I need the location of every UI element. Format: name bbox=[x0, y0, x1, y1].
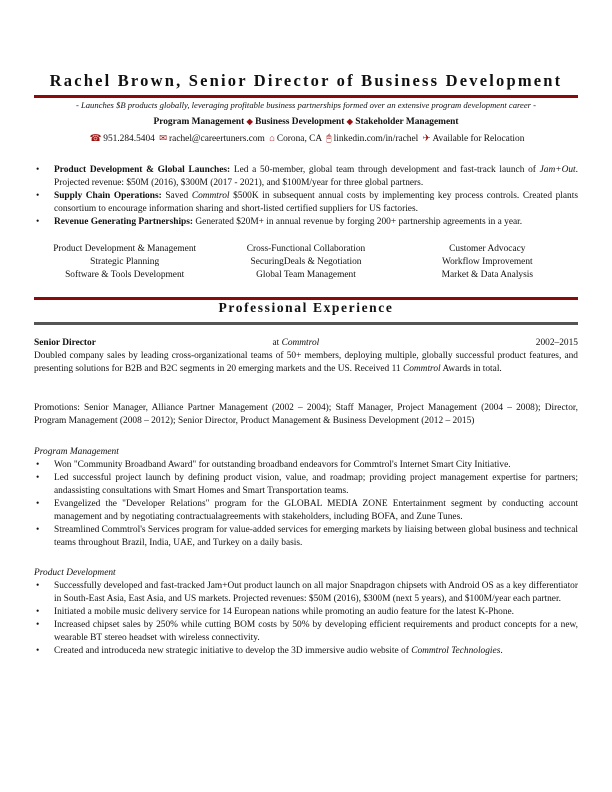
competency: Workflow Improvement bbox=[442, 257, 533, 267]
competency: Strategic Planning bbox=[90, 257, 160, 267]
competencies-grid bbox=[34, 243, 578, 282]
highlights-list bbox=[34, 164, 578, 229]
product-development-list bbox=[34, 580, 578, 658]
job-header bbox=[34, 337, 578, 350]
subheading-product-development: Product Development bbox=[34, 568, 116, 578]
section-title: Professional Experience bbox=[218, 300, 394, 315]
subheading-program-management: Program Management bbox=[34, 447, 119, 457]
company-name: Commtrol bbox=[191, 191, 230, 201]
home-icon: ⌂ bbox=[269, 134, 275, 144]
keywords bbox=[34, 115, 578, 129]
list-item: • Increased chipset sales by 250% while cutting BOM costs by 50% by developing efficient requirements and product concepts for a new, wearable BT stereo headset with wireless connectivity. bbox=[34, 619, 578, 645]
at-label: at bbox=[272, 338, 282, 348]
keyword: Stakeholder Management bbox=[355, 117, 459, 127]
list-item: • Successfully developed and fast-tracked Jam+Out product launch on all major Snapdragon chipsets with Android OS as a key differentiator in South-East Asia, East Asia, and US markets. Projected revenues: $50M (2016), $300M (next 5 years), and $100M/year each partner. bbox=[34, 580, 578, 606]
list-item: • Led successful project launch by defining product vision, value, and roadmap; providing project management expertise for partners; andassisting consultations with Smart Homes and Smart Transportation teams. bbox=[34, 472, 578, 498]
competency: Market & Data Analysis bbox=[441, 270, 534, 280]
product-name: Jam+Out bbox=[539, 165, 576, 175]
location: Corona, CA bbox=[276, 134, 322, 144]
highlight-label: Revenue Generating Partnerships: bbox=[54, 217, 194, 227]
phone-icon: ☎ bbox=[89, 134, 102, 144]
relocation: Available for Relocation bbox=[432, 134, 525, 144]
list-item: • Evangelized the "Developer Relations" program for the GLOBAL MEDIA ZONE Entertainment segment by conducting account management and by negotiating contractualagreements with stakeholders, including BOFA, and Zune Tunes. bbox=[34, 498, 578, 524]
company-name: Commtrol Technologies bbox=[411, 646, 501, 656]
company-name: Commtrol bbox=[402, 364, 441, 374]
competency: Software & Tools Development bbox=[65, 270, 185, 280]
mouse-icon: 🖰 bbox=[325, 134, 332, 144]
header-divider bbox=[34, 95, 578, 98]
tagline: - Launches $B products globally, leveraging profitable business partnerships formed over an extensive program development career - bbox=[75, 100, 537, 110]
airplane-icon: ✈ bbox=[422, 134, 431, 144]
job-summary bbox=[34, 350, 578, 376]
text: . Projected revenue: $50M (2016), $300M (2017 - 2021), and $100M/year for three global partners. bbox=[54, 165, 578, 188]
text: Created and introduceda new strategic initiative to develop the 3D immersive audio website of bbox=[54, 646, 412, 656]
list-item: • Won "Community Broadband Award" for outstanding broadband endeavors for Commtrol's Internet Smart City Initiative. bbox=[34, 459, 578, 472]
competency: Product Development & Management bbox=[53, 244, 197, 254]
highlight-item bbox=[34, 164, 578, 190]
text: Saved bbox=[161, 191, 192, 201]
company-name: Commtrol bbox=[281, 338, 320, 348]
highlight-item bbox=[34, 190, 578, 216]
text: Led a 50-member, global team through development and fast-track launch of bbox=[230, 165, 540, 175]
highlight-label: Product Development & Global Launches: bbox=[54, 165, 231, 175]
promotions: Promotions: Senior Manager, Alliance Partner Management (2002 – 2004); Staff Manager, Project Management (2004 – 2008); Director, Program Management (2008 – 2012); Senior Director, Product Management & Business Development (2012 – 2015) bbox=[34, 403, 578, 426]
highlight-item bbox=[34, 216, 578, 229]
highlight-label: Supply Chain Operations: bbox=[54, 191, 162, 201]
linkedin-link[interactable]: linkedin.com/in/rachel bbox=[333, 134, 419, 144]
name-title: Rachel Brown, Senior Director of Business Development bbox=[49, 71, 563, 90]
contact-line bbox=[34, 133, 578, 146]
list-item: • Initiated a mobile music delivery service for 14 European nations while promoting an audio feature for the latest K-Phone. bbox=[34, 606, 578, 619]
text: Generated $20M+ in annual revenue by forging 200+ partnership agreements in a year. bbox=[193, 217, 523, 227]
job-dates: 2002–2015 bbox=[535, 338, 578, 348]
list-item bbox=[34, 645, 578, 658]
job-role: Senior Director bbox=[34, 338, 96, 348]
text: Doubled company sales by leading cross-organizational teams of 50+ members, deploying multiple, globally successful product features, and presenting solutions for B2B and B2C segments in 20 emerging markets and the US. Received 11 bbox=[34, 351, 578, 374]
list-item: • Streamlined Commtrol's Services program for value-added services for emerging markets by liaising between global business and technical teams throughout Brazil, India, UAE, and Turkey on a daily basis. bbox=[34, 524, 578, 550]
competency: Global Team Management bbox=[256, 270, 356, 280]
program-management-list bbox=[34, 459, 578, 550]
email-link[interactable]: rachel@careertuners.com bbox=[169, 134, 265, 144]
text: $500K in subsequent annual costs by implementing key process controls. Created plants consortium to encourage information sharing and short-listed certified suppliers for US factories. bbox=[54, 191, 578, 214]
competency: Cross-Functional Collaboration bbox=[246, 244, 366, 254]
diamond-icon: ◆ bbox=[246, 117, 253, 126]
section-divider-bottom bbox=[34, 322, 578, 325]
keyword: Program Management bbox=[153, 117, 245, 127]
keyword: Business Development bbox=[255, 117, 345, 127]
competency: Customer Advocacy bbox=[449, 244, 526, 254]
diamond-icon: ◆ bbox=[346, 117, 353, 126]
text: Awards in total. bbox=[440, 364, 502, 374]
competency: SecuringDeals & Negotiation bbox=[250, 257, 362, 267]
phone: 951.284.5404 bbox=[103, 134, 155, 144]
email-icon: ✉ bbox=[159, 134, 168, 144]
text: . bbox=[500, 646, 503, 656]
